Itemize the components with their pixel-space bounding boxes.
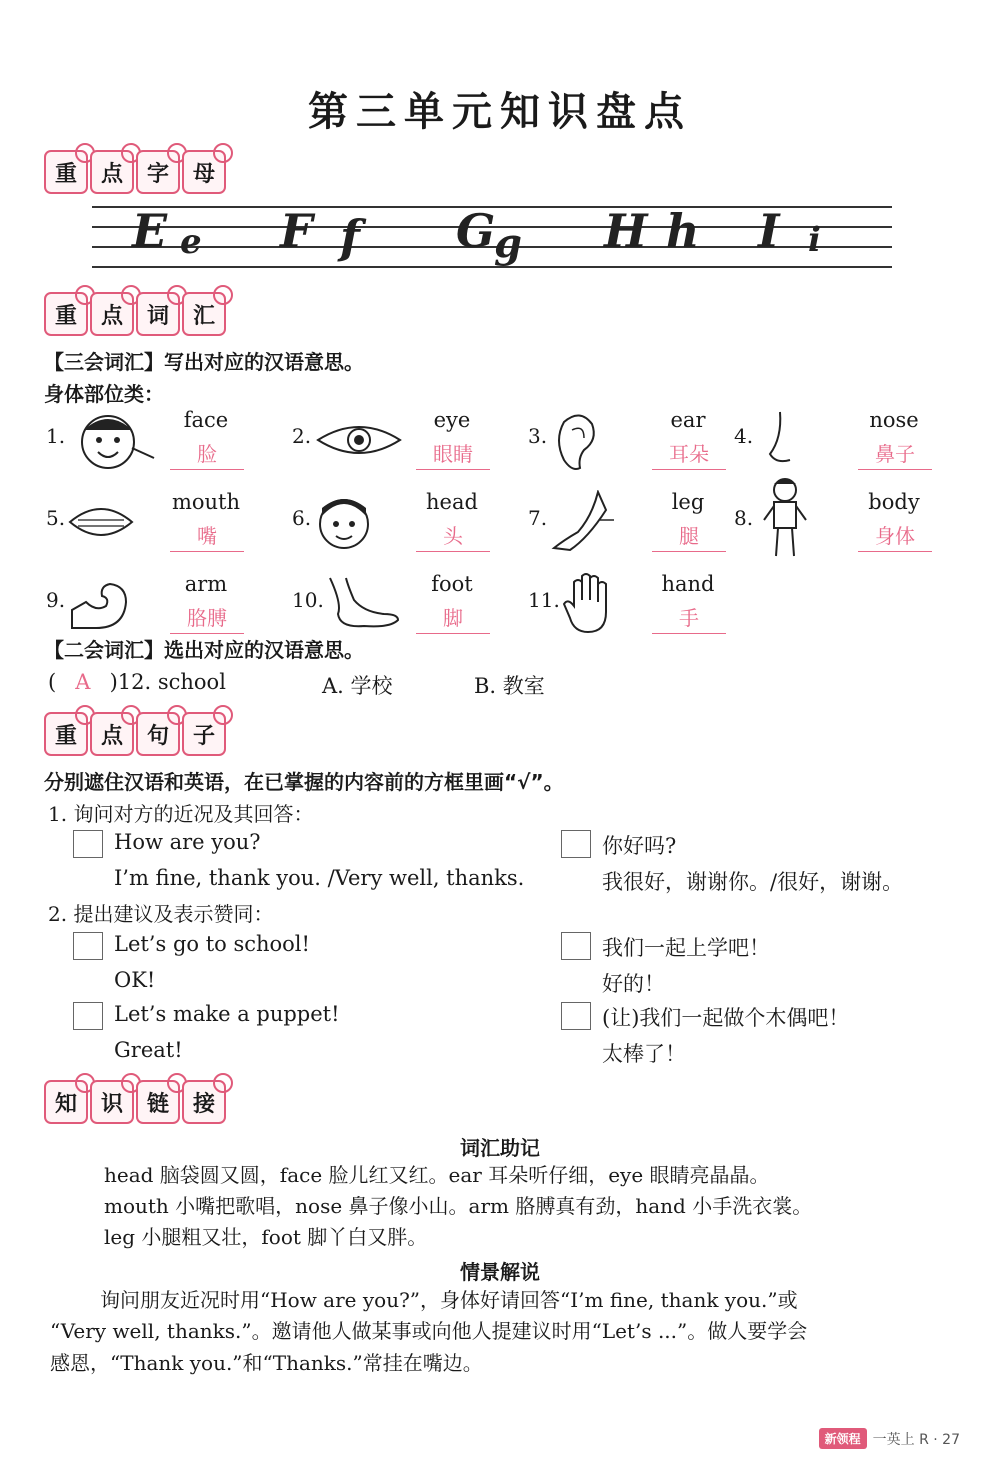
vocab-number: 1. <box>46 424 66 448</box>
category-label: 身体部位类： <box>44 382 164 406</box>
leg-icon <box>548 490 618 558</box>
vocab-memory-heading: 词汇助记 <box>460 1136 540 1160</box>
tag-char: 母 <box>182 150 226 194</box>
vocab-number: 8. <box>734 506 754 530</box>
tag-char: 识 <box>90 1080 134 1124</box>
sentence-en-reply: OK! <box>114 968 156 992</box>
letter-lower: h <box>666 204 700 258</box>
arm-icon <box>66 572 136 640</box>
tag-char: 点 <box>90 712 134 756</box>
scene-line: 感恩，“Thank you.”和“Thanks.”常挂在嘴边。 <box>50 1351 483 1375</box>
tag-char: 知 <box>44 1080 88 1124</box>
sentence-cn: (让)我们一起做个木偶吧！ <box>602 1006 850 1030</box>
page-title: 第三单元知识盘点 <box>308 89 692 135</box>
head-icon <box>314 490 374 558</box>
foot-icon <box>324 574 404 638</box>
q12-open: ( <box>48 670 57 694</box>
mastery-checkbox[interactable] <box>73 932 103 960</box>
sentence-cn-reply: 太棒了！ <box>602 1042 686 1066</box>
mastery-checkbox[interactable] <box>561 830 591 858</box>
brand-badge: 新领程 <box>819 1428 867 1449</box>
sentence-en: Let’s make a puppet! <box>114 1002 340 1026</box>
scene-heading: 情景解说 <box>460 1260 540 1284</box>
sanhui-instruction: 写出对应的汉语意思。 <box>164 350 364 374</box>
tag-char: 句 <box>136 712 180 756</box>
question-12 <box>48 670 226 694</box>
body-icon <box>760 476 810 564</box>
sanhui-bracket: 【三会词汇】 <box>44 350 164 374</box>
sentence-instruction: 分别遮住汉语和英语，在已掌握的内容前的方框里画“√”。 <box>44 770 564 794</box>
memory-line: head 脑袋圆又圆，face 脸儿红又红。ear 耳朵听仔细，eye 眼睛亮晶晶。 <box>104 1163 770 1187</box>
vocab-chinese-answer[interactable]: 耳朵 <box>652 438 726 470</box>
face-icon <box>68 408 158 476</box>
vocab-chinese-answer[interactable]: 腿 <box>652 520 726 552</box>
vocab-number: 9. <box>46 588 66 612</box>
section-tag-links <box>44 1080 226 1124</box>
vocab-chinese-answer[interactable]: 脸 <box>170 438 244 470</box>
q12-option-a: A. 学校 <box>322 674 393 698</box>
mastery-checkbox[interactable] <box>561 1002 591 1030</box>
vocab-english: arm <box>184 572 228 596</box>
page-footer <box>819 1428 960 1449</box>
vocab-number: 4. <box>734 424 754 448</box>
vocab-number: 11. <box>528 588 560 612</box>
letter-upper: H <box>604 204 648 258</box>
page-number: 一英上 R · 27 <box>872 1431 960 1448</box>
vocab-chinese-answer[interactable]: 胳膊 <box>170 602 244 634</box>
vocab-english: ear <box>670 408 706 432</box>
group-heading: 2. 提出建议及表示赞同： <box>48 902 274 926</box>
handwriting-staff <box>92 206 892 268</box>
tag-char: 重 <box>44 712 88 756</box>
ear-icon <box>550 410 600 478</box>
letter-upper: I <box>758 204 780 258</box>
section-tag-sentences <box>44 712 226 756</box>
vocab-number: 3. <box>528 424 548 448</box>
tag-char: 重 <box>44 292 88 336</box>
sentence-en: Let’s go to school! <box>114 932 310 956</box>
sentence-cn: 你好吗? <box>602 834 677 858</box>
vocab-english: body <box>868 490 920 514</box>
sanhui-heading <box>44 346 364 375</box>
vocab-chinese-answer[interactable]: 身体 <box>858 520 932 552</box>
memory-line: leg 小腿粗又壮，foot 脚丫白又胖。 <box>104 1225 428 1249</box>
q12-answer: A <box>75 670 91 694</box>
vocab-english: hand <box>661 572 715 596</box>
erhui-instruction: 选出对应的汉语意思。 <box>164 638 364 662</box>
eye-icon <box>314 418 404 466</box>
mastery-checkbox[interactable] <box>73 1002 103 1030</box>
erhui-bracket: 【二会词汇】 <box>44 638 164 662</box>
letter-upper: E <box>132 204 168 258</box>
section-tag-letters <box>44 150 226 194</box>
vocab-number: 7. <box>528 506 548 530</box>
vocab-number: 6. <box>292 506 312 530</box>
sentence-cn-reply: 我很好，谢谢你。/很好，谢谢。 <box>602 870 904 894</box>
tag-char: 字 <box>136 150 180 194</box>
erhui-heading <box>44 634 364 663</box>
tag-char: 接 <box>182 1080 226 1124</box>
q12-word: )12. school <box>109 670 226 694</box>
vocab-english: mouth <box>171 490 241 514</box>
vocab-number: 2. <box>292 424 312 448</box>
hand-icon <box>560 572 620 640</box>
vocab-chinese-answer[interactable]: 嘴 <box>170 520 244 552</box>
scene-line: 询问朋友近况时用“How are you?”，身体好请回答“I’m fine, thank you.”或 <box>100 1288 798 1312</box>
letter-upper: G <box>456 204 496 258</box>
vocab-english: nose <box>869 408 919 432</box>
memory-line: mouth 小嘴把歌唱，nose 鼻子像小山。arm 胳膊真有劲，hand 小手洗衣裳。 <box>104 1194 813 1218</box>
tag-char: 链 <box>136 1080 180 1124</box>
letter-lower: e <box>180 222 202 262</box>
vocab-chinese-answer[interactable]: 脚 <box>416 602 490 634</box>
vocab-chinese-answer[interactable]: 头 <box>416 520 490 552</box>
letter-lower: g <box>494 220 522 267</box>
sentence-en: How are you? <box>114 830 261 854</box>
mastery-checkbox[interactable] <box>73 830 103 858</box>
vocab-number: 10. <box>292 588 324 612</box>
tag-char: 词 <box>136 292 180 336</box>
group-heading: 1. 询问对方的近况及其回答： <box>48 802 314 826</box>
vocab-english: foot <box>431 572 473 596</box>
vocab-english: leg <box>671 490 705 514</box>
nose-icon <box>762 408 802 476</box>
letter-lower: i <box>808 220 821 260</box>
vocab-chinese-answer[interactable]: 鼻子 <box>858 438 932 470</box>
letter-upper: F <box>280 204 313 258</box>
vocab-english: head <box>426 490 478 514</box>
scene-line: “Very well, thanks.”。邀请他人做某事或向他人提建议时用“Let’s ...”。做人要学会 <box>50 1319 808 1343</box>
vocab-english: face <box>183 408 229 432</box>
vocab-number: 5. <box>46 506 66 530</box>
sentence-en-reply: I’m fine, thank you. /Very well, thanks. <box>114 866 525 890</box>
sentence-cn-reply: 好的！ <box>602 972 665 996</box>
tag-char: 点 <box>90 292 134 336</box>
tag-char: 子 <box>182 712 226 756</box>
section-tag-words <box>44 292 226 336</box>
vocab-chinese-answer[interactable]: 手 <box>652 602 726 634</box>
letter-lower: f <box>340 210 360 264</box>
q12-option-b: B. 教室 <box>474 674 545 698</box>
tag-char: 汇 <box>182 292 226 336</box>
sentence-cn: 我们一起上学吧！ <box>602 936 770 960</box>
sentence-en-reply: Great! <box>114 1038 183 1062</box>
tag-char: 点 <box>90 150 134 194</box>
mastery-checkbox[interactable] <box>561 932 591 960</box>
vocab-chinese-answer[interactable]: 眼睛 <box>416 438 490 470</box>
mouth-icon <box>66 500 136 548</box>
vocab-english: eye <box>433 408 471 432</box>
tag-char: 重 <box>44 150 88 194</box>
